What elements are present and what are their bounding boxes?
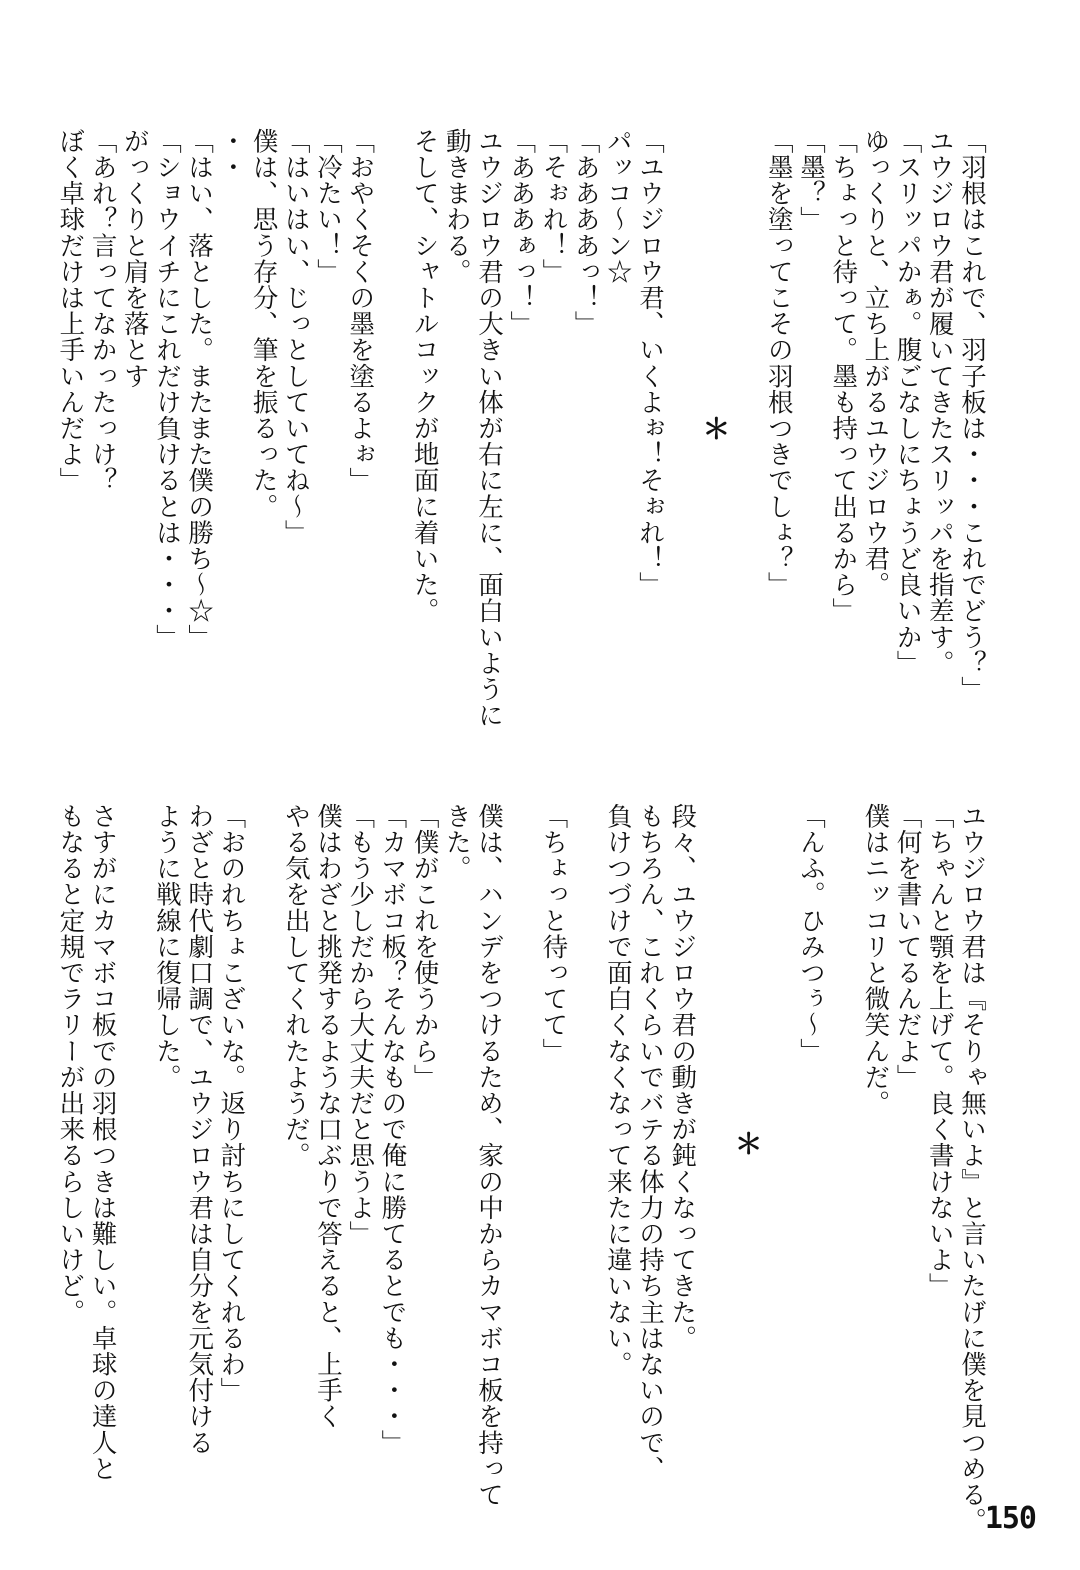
- text-line: 「墨を塗ってこその羽根つきでしょ？」: [763, 128, 794, 598]
- text-line: 「冷たい！」: [312, 128, 343, 285]
- text-block-bottom: [54, 803, 988, 1534]
- blank-line: [505, 803, 537, 1483]
- text-line: 僕はわざと挑発するような口ぶりで答えると、上手く: [313, 803, 344, 1430]
- text-line: がっくりと肩を落とす: [119, 128, 150, 389]
- text-line: 「何を書いてるんだよ」: [892, 803, 923, 1091]
- blank-line: [730, 128, 762, 728]
- text-line: 僕はニッコリと微笑んだ。: [860, 803, 891, 1117]
- page-number: 150: [984, 1501, 1036, 1536]
- blank-line: [376, 128, 408, 728]
- blank-line: [119, 803, 151, 1483]
- text-line: 「はい、落とした。またまた僕の勝ち～☆」: [184, 128, 215, 650]
- text-line: 「ちゃんと顎を上げて。良く書けないよ」: [924, 803, 955, 1299]
- text-line: ユウジロウ君は『そりゃ無いよ』と言いたげに僕を見つめる。: [957, 803, 987, 1534]
- text-line: 「ちょっと待ってて」: [538, 803, 569, 1064]
- text-line: 負けつづけで面白くなくなって来たに違いない。: [602, 803, 633, 1378]
- text-line: ユウジロウ君の大きい体が右に左に、面白いように: [473, 128, 504, 729]
- text-line: もなると定規でラリーが出来るらしいけど。: [55, 803, 86, 1325]
- text-line: 「墨？」: [795, 128, 826, 233]
- text-line: 「はいはい、じっとしていてね～」: [280, 128, 311, 546]
- text-line: きた。: [441, 803, 472, 882]
- text-line: もちろん、これくらいでバテる体力の持ち主はないので、: [635, 803, 666, 1482]
- text-line: 僕は、思う存分、筆を振るった。: [248, 128, 279, 520]
- text-line: 「んふ。ひみつぅ～」: [796, 803, 826, 1064]
- text-line: 「羽根はこれで、羽子板は・・・これでどう？」: [957, 128, 987, 703]
- text-line: 「ユウジロウ君、いくよぉ！そぉれ！」: [635, 128, 665, 598]
- text-line: ように戦線に復帰した。: [152, 803, 183, 1091]
- text-line: 「カマボコ板？そんなもので俺に勝てるとでも・・・」: [377, 803, 408, 1456]
- text-line: わざと時代劇口調で、ユウジロウ君は自分を元気付ける: [184, 803, 215, 1456]
- text-line: 「ちょっと待って。墨も持って出るから」: [828, 128, 859, 624]
- text-line: 「あれ？言ってなかったっけ？: [87, 128, 118, 494]
- section-break: ＊: [730, 1128, 764, 1158]
- text-line: 「ああああっ！」: [570, 128, 601, 337]
- blank-line: [569, 803, 601, 1483]
- text-line: そして、シャトルコックが地面に着いた。: [409, 128, 440, 624]
- text-line: ユウジロウ君が履いてきたスリッパを指差す。: [924, 128, 955, 677]
- text-line: ・・: [216, 128, 247, 181]
- blank-line: [698, 803, 730, 1483]
- text-line: 「ショウイチにこれだけ負けるとは・・・」: [151, 128, 182, 650]
- text-line: ゆっくりと、立ち上がるユウジロウ君。: [860, 128, 891, 598]
- text-line: 「おやくそくの墨を塗るよぉ」: [345, 128, 376, 494]
- text-line: 「そぉれ！」: [538, 128, 569, 285]
- text-block-top: [54, 128, 988, 728]
- text-line: 「スリッパかぁ。腹ごなしにちょうど良いか」: [892, 128, 923, 677]
- text-line: 動きまわる。: [441, 128, 472, 285]
- text-line: 段々、ユウジロウ君の動きが鈍くなってきた。: [667, 803, 698, 1352]
- text-line: 「僕がこれを使うから」: [409, 803, 440, 1091]
- text-line: 「もう少しだから大丈夫だと思うよ」: [345, 803, 376, 1247]
- text-line: さすがにカマボコ板での羽根つきは難しい。卓球の達人と: [87, 803, 118, 1482]
- text-line: 「あああぁっ！」: [506, 128, 537, 337]
- blank-line: [247, 803, 279, 1483]
- blank-line: [763, 803, 795, 1483]
- blank-line: [827, 803, 859, 1483]
- text-line: 「おのれちょこざいな。返り討ちにしてくれるわ」: [216, 803, 247, 1404]
- text-line: 僕は、ハンデをつけるため、家の中からカマボコ板を持って: [474, 803, 505, 1508]
- blank-line: [666, 128, 698, 728]
- text-line: やる気を出してくれたようだ。: [280, 803, 311, 1169]
- text-line: ぼく卓球だけは上手いんだよ」: [55, 128, 86, 494]
- section-break: ＊: [698, 413, 732, 443]
- text-line: パッコ～ン☆: [602, 128, 633, 285]
